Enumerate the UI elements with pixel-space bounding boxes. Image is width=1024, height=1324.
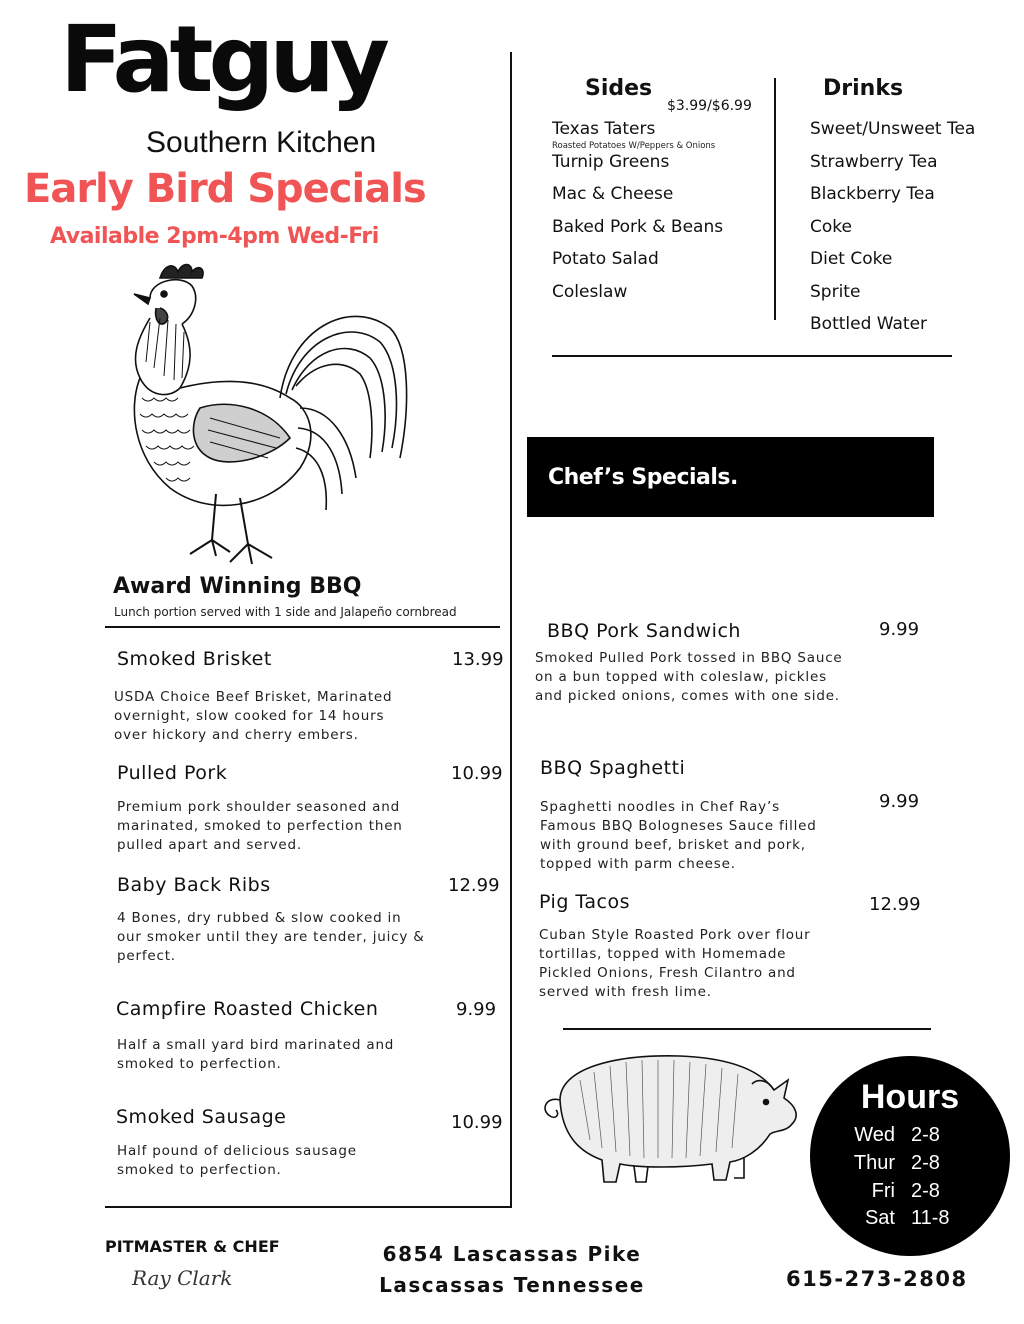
- chef-specials-title: Chef’s Specials.: [548, 465, 738, 490]
- address-line1: 6854 Lascassas Pike: [382, 1242, 642, 1266]
- hours-time: 2-8: [911, 1180, 940, 1202]
- special-item-price: 9.99: [879, 619, 920, 640]
- center-divider: [510, 52, 512, 1208]
- special-item-name: Pig Tacos: [539, 891, 630, 913]
- rooster-illustration: [120, 258, 420, 578]
- menu-item-price: 13.99: [452, 649, 504, 670]
- hours-time: 11-8: [911, 1207, 950, 1229]
- hours-badge: [810, 1056, 1010, 1256]
- drink-item: Diet Coke: [810, 249, 893, 269]
- menu-item-name: Pulled Pork: [117, 762, 228, 784]
- pitmaster-label: PITMASTER & CHEF: [105, 1237, 280, 1256]
- phone-number: 615-273-2808: [786, 1267, 968, 1291]
- special-item-name: BBQ Pork Sandwich: [547, 620, 741, 642]
- sides-price: $3.99/$6.99: [667, 98, 752, 114]
- drinks-title: Drinks: [823, 76, 904, 101]
- side-item: Texas Taters: [552, 119, 656, 139]
- menu-item-name: Campfire Roasted Chicken: [116, 998, 379, 1020]
- special-item-description: Spaghetti noodles in Chef Ray’s Famous BBQ Bologneses Sauce filled with ground beef, brisket and pork, topped with parm cheese.: [540, 799, 817, 872]
- availability-note: Available 2pm-4pm Wed-Fri: [50, 224, 379, 249]
- special-item-price: 12.99: [869, 894, 921, 915]
- special-item-price: 9.99: [879, 791, 920, 812]
- menu-item-name: Smoked Brisket: [117, 648, 272, 670]
- brand-subtitle: Southern Kitchen: [146, 126, 377, 159]
- menu-item-name: Smoked Sausage: [116, 1106, 287, 1128]
- side-item: Potato Salad: [552, 249, 659, 269]
- special-item-name: BBQ Spaghetti: [540, 757, 686, 779]
- promo-title: Early Bird Specials: [24, 166, 426, 212]
- pig-illustration: [530, 1040, 805, 1190]
- hours-day: Wed: [854, 1124, 895, 1146]
- hours-day: Sat: [864, 1207, 895, 1229]
- menu-item-price: 12.99: [448, 875, 500, 896]
- chef-signature: Ray Clark: [132, 1266, 233, 1290]
- drink-item: Sweet/Unsweet Tea: [810, 119, 976, 139]
- menu-item-description: Premium pork shoulder seasoned and marinated, smoked to perfection then pulled apart and served.: [117, 799, 403, 853]
- menu-item-name: Baby Back Ribs: [117, 874, 271, 896]
- menu-item-price: 10.99: [451, 763, 503, 784]
- hours-time: 2-8: [911, 1152, 940, 1174]
- menu-item-price: 10.99: [451, 1112, 503, 1133]
- specials-bottom-rule: [563, 1028, 931, 1030]
- sides-title: Sides: [585, 76, 653, 101]
- drink-item: Bottled Water: [810, 314, 928, 334]
- menu-item-price: 9.99: [456, 999, 497, 1020]
- drink-item: Strawberry Tea: [810, 152, 938, 172]
- bbq-subtitle: Lunch portion served with 1 side and Jalapeño cornbread: [114, 605, 457, 619]
- sides-drinks-rule: [552, 355, 952, 357]
- chef-specials-banner: [527, 437, 934, 517]
- bbq-title: Award Winning BBQ: [113, 574, 362, 599]
- brand-logo: Fatguy: [60, 6, 385, 113]
- menu-item-description: USDA Choice Beef Brisket, Marinated overnight, slow cooked for 14 hours over hickory and cherry embers.: [114, 689, 393, 743]
- side-item: Turnip Greens: [552, 152, 670, 172]
- drink-item: Blackberry Tea: [810, 184, 935, 204]
- hours-day: Thur: [853, 1152, 895, 1174]
- menu-item-description: Half a small yard bird marinated and smoked to perfection.: [117, 1037, 395, 1072]
- bbq-title-rule: [105, 626, 500, 628]
- special-item-description: Smoked Pulled Pork tossed in BBQ Sauce on a bun topped with coleslaw, pickles and picked onions, comes with one side.: [535, 650, 843, 704]
- special-item-description: Cuban Style Roasted Pork over flour tortillas, topped with Homemade Pickled Onions, Fresh Cilantro and served with fresh lime.: [539, 927, 811, 1000]
- side-item: Mac & Cheese: [552, 184, 674, 204]
- address-line2: Lascassas Tennessee: [379, 1273, 645, 1297]
- drink-item: Coke: [810, 217, 852, 237]
- sides-drinks-divider: [774, 78, 776, 320]
- hours-time: 2-8: [911, 1124, 940, 1146]
- side-item: Coleslaw: [552, 282, 628, 302]
- hours-title: Hours: [860, 1078, 960, 1116]
- menu-item-description: Half pound of delicious sausage smoked to perfection.: [117, 1143, 357, 1178]
- drink-item: Sprite: [810, 282, 861, 302]
- side-item-note: Roasted Potatoes W/Peppers & Onions: [552, 141, 716, 151]
- hours-day: Fri: [871, 1180, 895, 1202]
- side-item: Baked Pork & Beans: [552, 217, 724, 237]
- bbq-bottom-rule: [105, 1206, 510, 1208]
- menu-item-description: 4 Bones, dry rubbed & slow cooked in our smoker until they are tender, juicy & perfect.: [117, 910, 425, 964]
